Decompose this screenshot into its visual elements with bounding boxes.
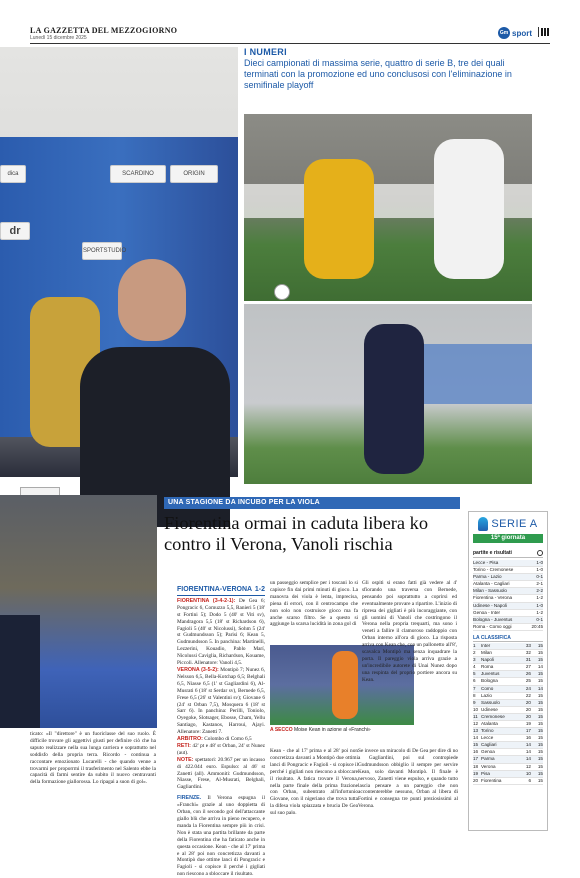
result-match: Atalanta - Cagliari	[473, 581, 510, 587]
numbers-title: I NUMERI	[244, 47, 287, 57]
caption-lead: A SECCO	[270, 727, 293, 733]
player-white-kit	[434, 139, 504, 279]
paragraph: Se invece un miracolo di De Gea per dire di no a Gagliardini, poi sul contropiede Gudmundsson obbiglio il sempre per servire Kean, solo davanti Montipò. Il finale è nervoso, Zanetti viene espulso, e quando tutto lascia pensare a un pareggio che non accontenterebbe nessuno, Orban al libera di Fortini e consegna tre punti preziosissimi al Verona.	[358, 748, 458, 810]
lineup-label: VERONA (3-5-2):	[177, 666, 219, 673]
standings-pts: 24	[525, 685, 531, 691]
standings-pts: 12	[525, 763, 531, 769]
stadium-stand	[424, 344, 532, 404]
standings-row	[473, 728, 543, 735]
standings-pts: 22	[525, 692, 531, 698]
match-report-box	[177, 587, 265, 878]
standings-gp: 15	[537, 692, 543, 698]
standings-gp: 15	[537, 770, 543, 776]
standings-team: Genoa	[481, 749, 495, 755]
page-bars-icon	[538, 27, 550, 37]
standings-pos: 6	[473, 678, 476, 684]
standings-pos: 11	[473, 713, 478, 719]
standings-row	[473, 700, 543, 707]
standings-row	[473, 735, 543, 742]
paragraph: un passeggio semplice per i toscani lo si capisce fin dai primi minuti di gioco. La manovra dei viola è lenta, imprecisa, piena di errori, con il centrocampo che non solo non costruisce gioco ma fa anche scarso filtro. Se a questo si aggiunge la scarsa lucidità in zona gol di	[270, 580, 358, 628]
standings-pos: 7	[473, 685, 476, 691]
referee	[177, 736, 265, 743]
result-match: Milan - Sassuolo	[473, 588, 507, 594]
lineup-text: De Gea 6; Pongracic 6, Comuzzo 5,5, Ranieri 5 (18' st Fortini 5); Dodo 5 (40' st Viti sv), Mandragora 5,5 (18' st Richardson 6), Fagioli 5 (40' st Nicolussi), Sohm 5 (24' st Gudmundsson 5); Parisi 6; Kean 5, Gudmundsson 5. In panchina: Martinelli, Lezzerini, Kouadio, Pablo Marí, Nicolussi Caviglia, Richardson, Kouame, Piccoli. Allenatore: Vanoli 4,5.	[177, 597, 265, 667]
football-icon	[274, 284, 290, 300]
standings-pos: 18	[473, 763, 479, 769]
standings-pos: 14	[473, 735, 479, 741]
standings-team: Bologna	[481, 678, 498, 684]
standings-pos: 17	[473, 756, 479, 762]
sport-section-label: sport	[512, 28, 532, 38]
result-match: Torino - Cremonese	[473, 567, 514, 573]
standings-gp: 15	[537, 749, 543, 755]
result-match: Roma - Como oggi	[473, 623, 512, 629]
standings-pos: 20	[473, 777, 479, 783]
caption-text: Moise Kean in azione al «Franchi»	[294, 727, 371, 733]
article-column-d2	[358, 748, 458, 810]
sponsor-board: SCARDINO	[110, 165, 166, 183]
lineup-verona	[177, 667, 265, 736]
result-match: Genoa - Inter	[473, 609, 501, 615]
standings-pts: 14	[525, 742, 531, 748]
standings-team: Lecce	[481, 735, 494, 741]
standings-header: LA CLASSIFICA	[473, 635, 543, 642]
coach-press-conference-photo	[0, 47, 238, 477]
result-row	[473, 595, 543, 602]
paragraph: Il Verona espugna il «Franchi» grazie al uno doppietta di Orban, con il secondo gol dell'attaccante giallo blù che arriva in pieno recupero, e manda la Fiorentina sempre più in crisi. Non è stata una partita brillante da parte della Fiorentina che ha faticato anche in questa occasione. Kean - che al 17' prima e al 28' poi non concretizza davanti a Montipò due ottime lanci di Pongracic e Fagioli - si copisce il perché i gigliati non riescono a sbloccare il risultato.	[177, 795, 265, 878]
result-score: 0-1	[536, 574, 543, 580]
standings-pts: 31	[525, 657, 531, 663]
coach-head	[118, 259, 186, 341]
scoreline	[177, 587, 265, 596]
standings-pts: 25	[525, 678, 531, 684]
result-score: 2-2	[536, 588, 543, 594]
standings-gp: 15	[537, 713, 543, 719]
standings-gp: 15	[537, 699, 543, 705]
standings-gp: 15	[537, 642, 543, 648]
standings-pos: 9	[473, 699, 476, 705]
article-column-a	[30, 731, 156, 786]
dateline: FIRENZE.	[177, 795, 202, 802]
standings-row	[473, 714, 543, 721]
standings-pts: 26	[525, 671, 531, 677]
standings-team: Roma	[481, 664, 494, 670]
notes-text: spettatori: 20.967 per un incasso di 422.044 euro. Espulso: al 46' st Zanetti (all). Ammoniti: Gudmundsson, Niasse, Frese, Al-Musrati, Belghali, Gagliardini.	[177, 756, 265, 791]
photo-caption	[270, 727, 414, 734]
standings-pos: 10	[473, 706, 479, 712]
result-score: 20:45	[531, 623, 543, 629]
standings-pts: 32	[525, 650, 531, 656]
scoreline-teams: FIORENTINA-VERONA	[177, 586, 253, 593]
result-row	[473, 624, 543, 631]
player-dark-kit	[364, 324, 424, 474]
lineup-fiorentina	[177, 598, 265, 667]
serie-a-sidebar	[468, 511, 548, 831]
result-row	[473, 574, 543, 581]
article-column-c2	[270, 748, 358, 817]
result-row	[473, 588, 543, 595]
standings-pts: 19	[525, 720, 531, 726]
standings-team: Lazio	[481, 692, 492, 698]
standings-row	[473, 678, 543, 685]
result-row	[473, 617, 543, 624]
standings-gp: 14	[537, 664, 543, 670]
standings-pts: 33	[525, 642, 531, 648]
standings-pos: 4	[473, 664, 476, 670]
standings-team: Cremonese	[481, 713, 505, 719]
serie-a-title: SERIE A	[491, 518, 538, 530]
sponsor-board: dr	[0, 222, 30, 240]
standings-pos: 13	[473, 728, 479, 734]
standings-team: Inter	[481, 642, 491, 648]
match-photo-lecce	[244, 114, 532, 301]
standings-team: Torino	[481, 728, 494, 734]
standings-row	[473, 657, 543, 664]
section-kicker: UNA STAGIONE DA INCUBO PER LA VIOLA	[164, 497, 460, 509]
article-column-d	[362, 580, 457, 684]
result-match: Fiorentina - Verona	[473, 595, 513, 601]
paragraph: ticato: «Il "direttore" è un fuoriclasse del suo ruolo. È difficile trovare gli aggettivi giusti per definire ciò che ha saputo realizzare nella sua lunga carriera e soprattutto nel soddisfo della propria terra. Ricordo - continua a raccontare emozionato Lucarelli - che quando venne a trovarmi per proporrmi il trasferimento nel Salento ebbe la capacità di farmi sentire da subito il nuovo centravanti della formazione giallorossa. Lo ripagai a suon di gol».	[30, 731, 156, 786]
standings-row	[473, 707, 543, 714]
standings-row	[473, 756, 543, 763]
standings-gp: 15	[537, 742, 543, 748]
standings-pos: 16	[473, 749, 479, 755]
result-match: Lecce - Pisa	[473, 560, 499, 565]
clock-icon	[537, 550, 543, 556]
goals-text: 42' pt e 48' st Orban, 24' st Nunez (aut).	[177, 742, 265, 756]
standings-pts: 16	[525, 735, 531, 741]
standings-gp: 15	[537, 671, 543, 677]
results-label: partite e risultati	[473, 550, 512, 556]
player-silhouette	[0, 615, 40, 728]
standings-pos: 12	[473, 720, 479, 726]
standings-team: Verona	[481, 763, 496, 769]
sport-badge-icon: Gm	[498, 27, 510, 39]
standings-row	[473, 721, 543, 728]
standings-row	[473, 643, 543, 650]
player-orange-kit	[332, 651, 358, 719]
standings-pos: 15	[473, 742, 479, 748]
standings-gp: 15	[537, 706, 543, 712]
standings-team: Milan	[481, 650, 492, 656]
notes	[177, 757, 265, 792]
standings-pos: 3	[473, 657, 476, 663]
result-match: Udinese - Napoli	[473, 602, 507, 608]
stadium-crowd-photo	[0, 495, 157, 728]
numbers-text: Dieci campionati di massima serie, quattro di serie B, tre dei quali terminati con la promozione ed uno conclusosi con l'eliminazione in semifinale playoff	[244, 58, 512, 90]
standings-pts: 6	[528, 777, 531, 783]
standings-row	[473, 749, 543, 756]
standings-pts: 10	[525, 770, 531, 776]
sponsor-board: SPORTSTUDIO	[82, 242, 122, 260]
result-score: 1-0	[536, 602, 543, 608]
result-score: 1-0	[536, 567, 543, 573]
standings-team: Atalanta	[481, 720, 498, 726]
standings-team: Udinese	[481, 706, 498, 712]
masthead-rule	[30, 43, 550, 44]
sponsor-board: ORIGIN	[170, 165, 218, 183]
standings-pts: 17	[525, 728, 531, 734]
standings-gp: 15	[537, 735, 543, 741]
standings-gp: 15	[537, 678, 543, 684]
standings-row	[473, 778, 543, 785]
goals	[177, 743, 265, 757]
lineup-label: FIORENTINA (3-4-2-1):	[177, 597, 236, 604]
standings-pos: 1	[473, 642, 476, 648]
paragraph: Gli ospiti si erano fatti già vedere al 4' sfiorando una traversa con Bernede, pensando poi soprattutto a coprirsi ed eventualmente provare a ripartire. L'inizio di ripresa dei gigliati è più incoraggiante, con gli uomini di Vanoli che costringono il Verona nella propria trequarti, ma sono i veneti a fallire il clamoroso raddoppio con Orban interno all'ora di gioco. La risposta arriva con Kean che, con un pallonetto all'8', scavalca Montipò ma senza inquadrare la porta. Il pareggio viola arriva grazie a un'incredibile autorete di Unai Nunez dopo una respinta del proprio portiere ancora su Kean.	[362, 580, 457, 683]
match-photo-verona	[244, 304, 532, 484]
serie-a-logo-icon	[478, 517, 488, 531]
round-badge: 15ª giornata	[473, 534, 543, 543]
results-header	[473, 550, 543, 558]
standings-pts: 27	[525, 664, 531, 670]
result-row	[473, 560, 543, 567]
result-row	[473, 567, 543, 574]
sport-section-logo	[498, 27, 532, 39]
serie-a-header	[469, 514, 547, 534]
standings-row	[473, 650, 543, 657]
sponsor-board: dica	[0, 165, 26, 183]
standings-row	[473, 686, 543, 693]
article-column-c	[270, 580, 358, 628]
article-body-start	[177, 795, 265, 878]
standings-row	[473, 664, 543, 671]
standings-gp: 15	[537, 720, 543, 726]
standings-team: Napoli	[481, 657, 495, 663]
result-score: 1-0	[536, 560, 543, 565]
standings-team: Pisa	[481, 770, 490, 776]
standings-row	[473, 693, 543, 700]
standings-gp: 14	[537, 685, 543, 691]
standings-table	[473, 643, 543, 785]
standings-team: Juventus	[481, 671, 500, 677]
standings-pos: 8	[473, 692, 476, 698]
notes-label: NOTE:	[177, 756, 194, 763]
results-list	[473, 560, 543, 631]
standings-pts: 20	[525, 699, 531, 705]
newspaper-title: LA GAZZETTA DEL MEZZOGIORNO	[30, 26, 178, 35]
result-match: Bologna - Juventus	[473, 616, 513, 622]
standings-gp: 15	[537, 657, 543, 663]
standings-team: Sassuolo	[481, 699, 500, 705]
issue-date: Lunedì 15 dicembre 2025	[30, 35, 87, 41]
paragraph: Kean - che al 17' prima e al 28' poi non concretizza davanti a Montipò due ottimi lanci di Pongracic e Fagioli - si copisce il perché i gigliati non riescono a sbloccare il risultato. A fatica trovare il Verona, nella parte finale della prima frazione con Orban, subentrato all'infortunio Giovane, con il nigeriano che trova tutta la difesa viola spiazzata e brucia De Gea sul suo palo.	[270, 748, 358, 817]
standings-team: Parma	[481, 756, 495, 762]
scoreline-result: 1-2	[254, 586, 265, 593]
result-score: 0-1	[536, 616, 543, 622]
standings-row	[473, 771, 543, 778]
standings-gp: 15	[537, 777, 543, 783]
player-yellow-kit	[304, 159, 374, 279]
standings-pos: 5	[473, 671, 476, 677]
result-score: 1-2	[536, 595, 543, 601]
result-score: 1-2	[536, 609, 543, 615]
standings-pos: 19	[473, 770, 479, 776]
referee-label: ARBITRO:	[177, 736, 203, 743]
result-score: 2-1	[536, 581, 543, 587]
referee-text: Colombo di Como 6,5	[204, 736, 252, 743]
article-headline: Fiorentina ormai in caduta libera ko contro il Verona, Vanoli rischia	[164, 513, 429, 554]
standings-gp: 15	[537, 763, 543, 769]
standings-gp: 15	[537, 756, 543, 762]
standings-pts: 20	[525, 706, 531, 712]
standings-pts: 14	[525, 756, 531, 762]
standings-gp: 15	[537, 728, 543, 734]
standings-team: Fiorentina	[481, 777, 502, 783]
standings-row	[473, 671, 543, 678]
result-row	[473, 581, 543, 588]
standings-team: Como	[481, 685, 494, 691]
result-row	[473, 603, 543, 610]
masthead	[30, 26, 550, 42]
goals-label: RETI:	[177, 742, 191, 749]
standings-row	[473, 742, 543, 749]
numbers-box	[244, 47, 532, 91]
standings-pts: 20	[525, 713, 531, 719]
standings-team: Cagliari	[481, 742, 497, 748]
standings-row	[473, 764, 543, 771]
standings-gp: 15	[537, 650, 543, 656]
standings-pts: 14	[525, 749, 531, 755]
result-row	[473, 610, 543, 617]
lineup-text: Montipò 7; Nunez 6, Nelsson 6,5, Bella-Kotchap 6,5; Belghali 6,5, Niasse 6,5 (1' st Gagliardini 6), Al-Musrati 6 (18' st Serdar sv), Bernede 6,5, Frese 6,5 (26' st Valentini sv); Giovane 6 (24' st Orban 7,5), Mosquera 6 (18' st Sarr 6). In panchina: Perilli, Toniolo, Oyegoke, Slotsager, Ebosse, Cham, Yellu Santiago, Kastanos, Harroui, Ajayi. Allenatore: Zanetti 7.	[177, 666, 265, 736]
result-match: Parma - Lazio	[473, 574, 502, 580]
standings-pos: 2	[473, 650, 476, 656]
